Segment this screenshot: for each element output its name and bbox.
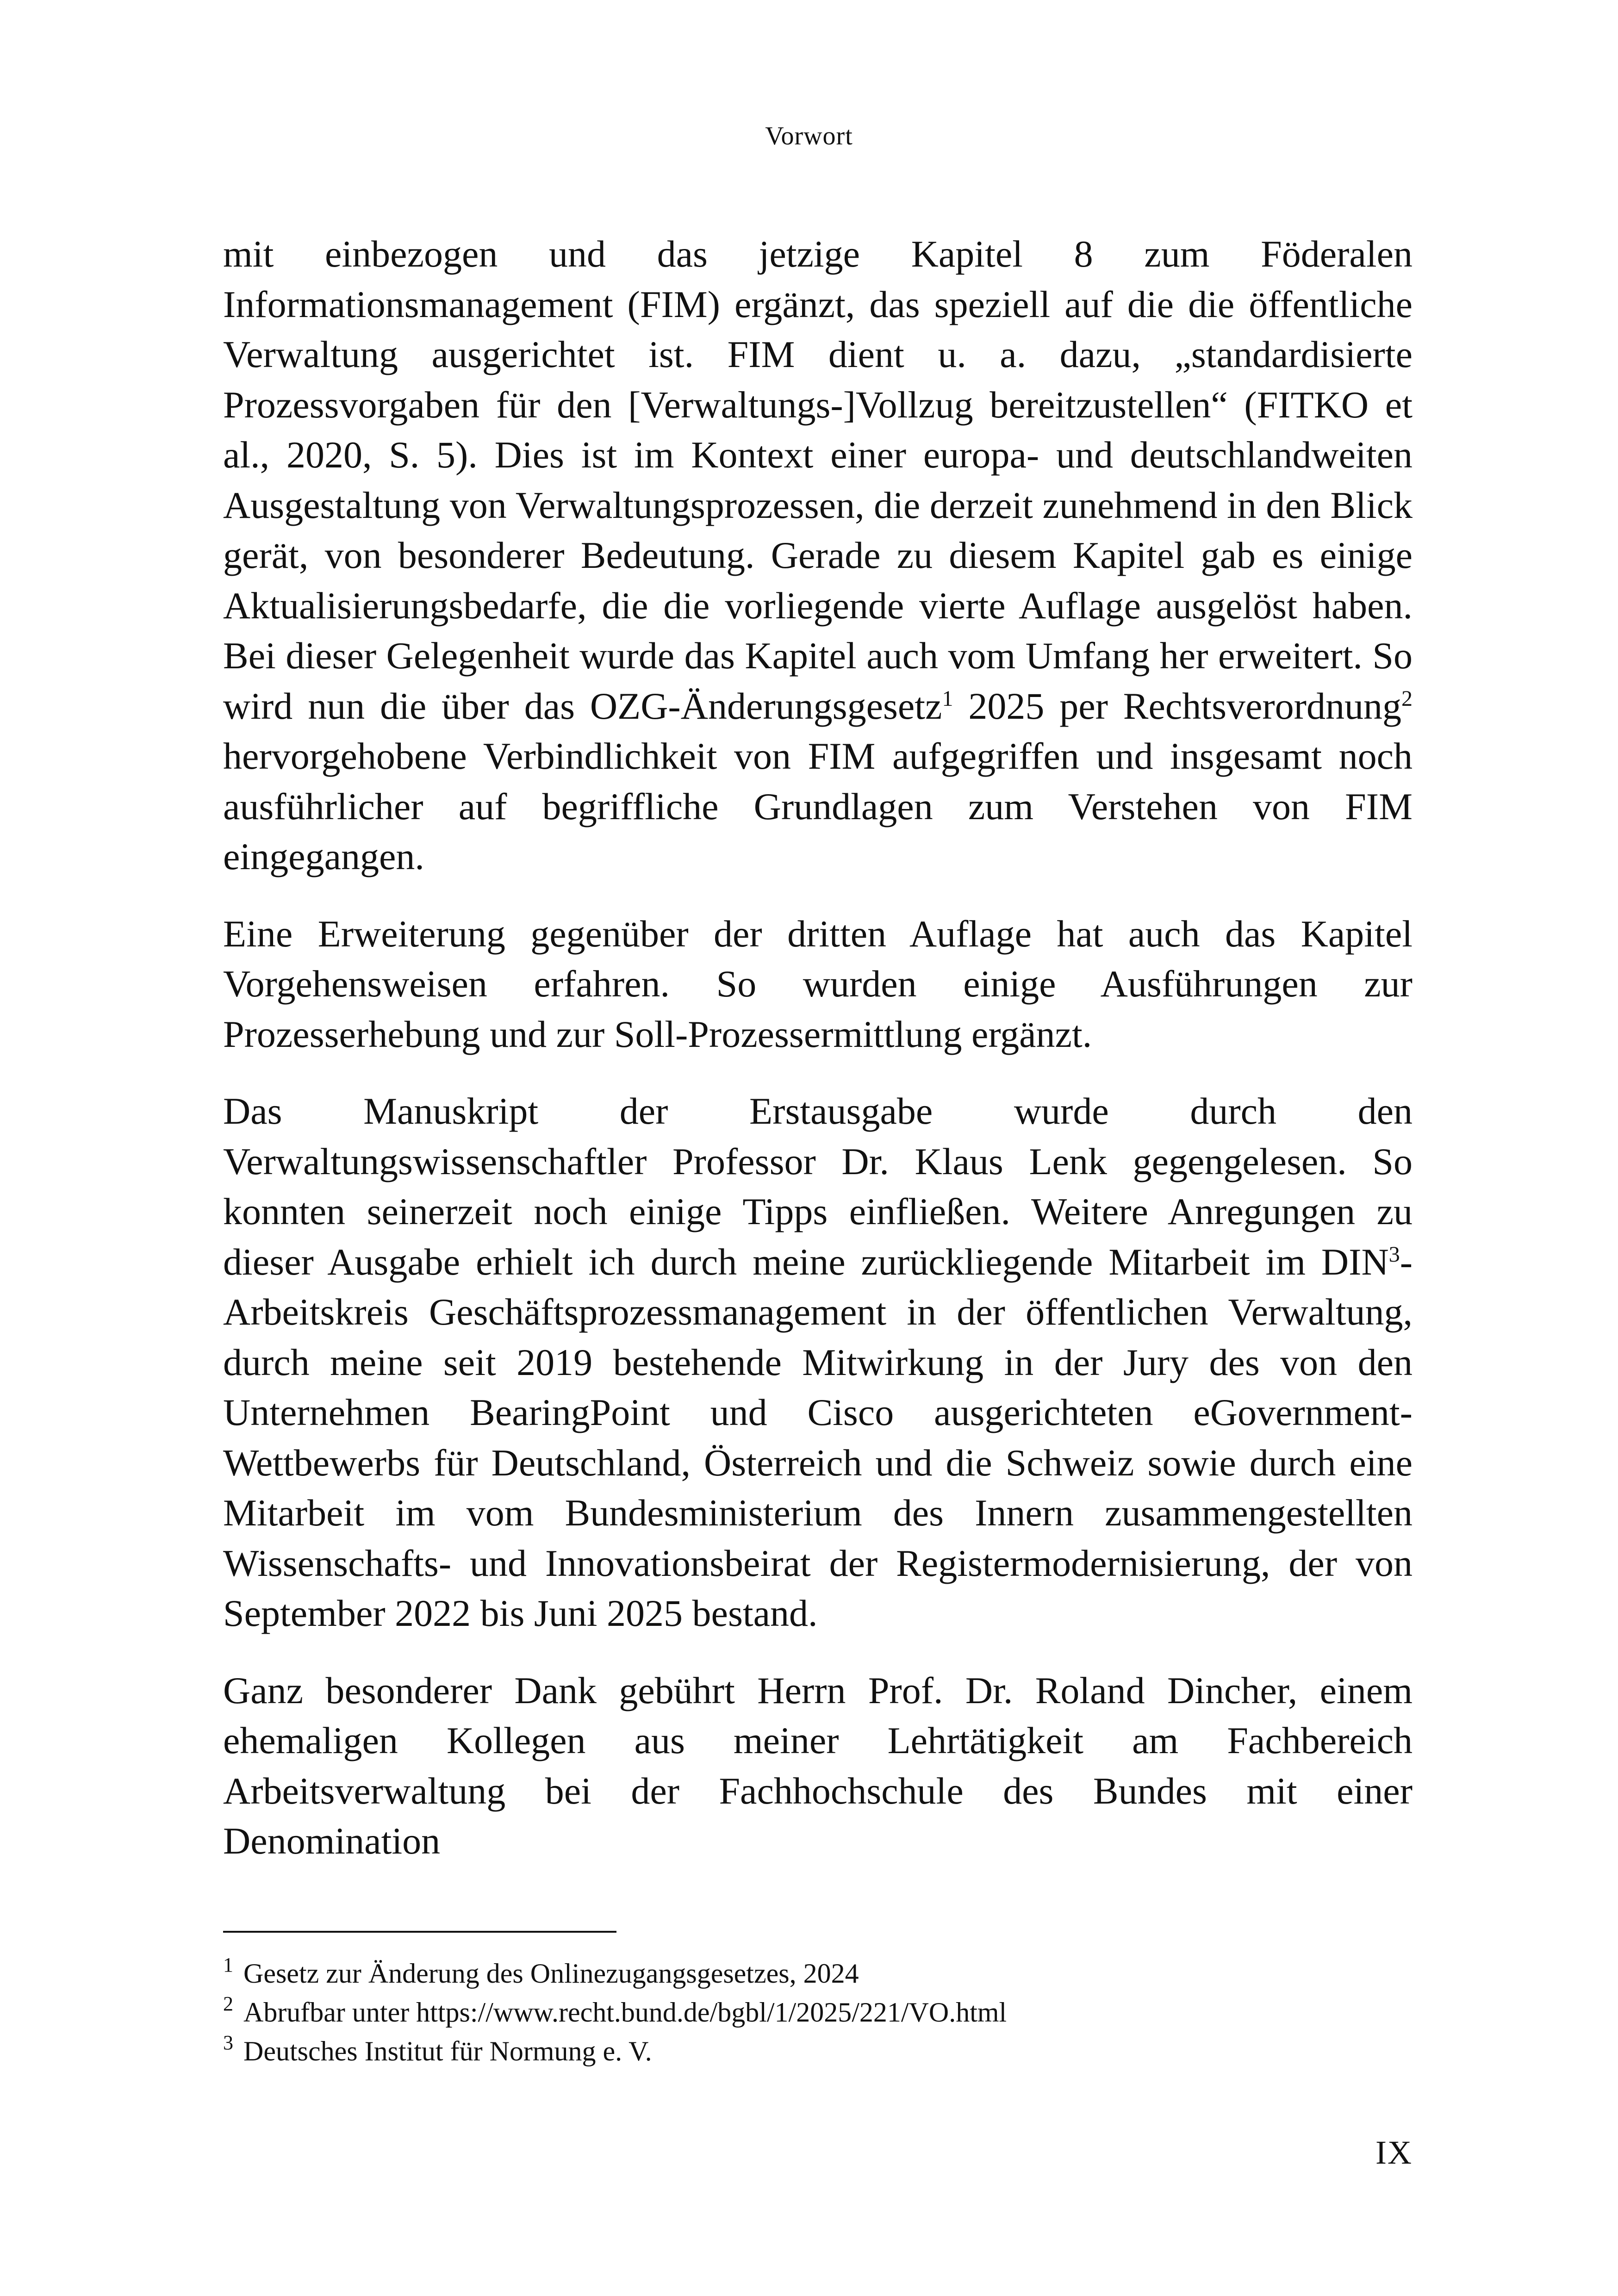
footnote-ref-2: 2 bbox=[1401, 686, 1413, 711]
footnote-ref-1: 1 bbox=[942, 686, 953, 711]
footnote-text-3: Deutsches Institut für Normung e. V. bbox=[243, 2036, 652, 2066]
paragraph-1-part-2: 2025 per Rechtsverordnung bbox=[953, 684, 1401, 727]
footnote-number-2: 2 bbox=[223, 1992, 233, 2015]
paragraph-3-part-2: -Arbeitskreis Geschäftsprozessmanagement in der öffentlichen Verwaltung, durch meine seit 2019 bestehende Mitwirkung in der Jury des von den Unternehmen BearingPoint und Cisco ausgerichteten eGovernment-Wettbewerbs für Deutschland, Österreich und die Schweiz sowie durch eine Mitarbeit im vom Bundesministerium des Innern zusammengestellten Wissenschafts- und Innovationsbeirat der Registermodernisierung, der von September 2022 bis Juni 2025 bestand. bbox=[223, 1240, 1413, 1634]
paragraph-1-part-1: mit einbezogen und das jetzige Kapitel 8 zum Föderalen Informationsmanagement (FIM) ergänzt, das speziell auf die die öffentliche Verwaltung ausgerichtet ist. FIM dient u. a. dazu, „standardisierte Prozessvorgaben für den [Verwaltungs-]Vollzug bereitzustellen“ (FITKO et al., 2020, S. 5). Dies ist im Kontext einer europa- und deutschlandweiten Ausgestaltung von Verwaltungsprozessen, die derzeit zunehmend in den Blick gerät, von besonderer Bedeutung. Gerade zu diesem Kapitel gab es einige Aktualisierungsbedarfe, die die vorliegende vierte Auflage ausgelöst haben. Bei dieser Gelegenheit wurde das Kapitel auch vom Umfang her erweitert. So wird nun die über das OZG-Änderungsgesetz bbox=[223, 233, 1413, 727]
paragraph-2: Eine Erweiterung gegenüber der dritten Auflage hat auch das Kapitel Vorgehensweisen erfahren. So wurden einige Ausführungen zur Prozesserhebung und zur Soll-Prozessermittlung ergänzt. bbox=[223, 912, 1413, 1055]
footnote-number-3: 3 bbox=[223, 2031, 233, 2054]
footnote-number-1: 1 bbox=[223, 1954, 233, 1976]
page-number: IX bbox=[1375, 2134, 1413, 2171]
running-head: Vorwort bbox=[765, 122, 853, 150]
paragraph-1 bbox=[223, 229, 1413, 882]
footnote-text-1: Gesetz zur Änderung des Onlinezugangsgesetzes, 2024 bbox=[243, 1958, 859, 1989]
footnote-1 bbox=[223, 1954, 1413, 1993]
paragraph-4: Ganz besonderer Dank gebührt Herrn Prof. Dr. Roland Dincher, einem ehemaligen Kollegen aus meiner Lehrtätigkeit am Fachbereich Arbeitsverwaltung bei der Fachhochschule des Bundes mit einer Denomination bbox=[223, 1669, 1413, 1862]
footnote-3 bbox=[223, 2032, 1413, 2071]
paragraph-3-part-1: Das Manuskript der Erstausgabe wurde durch den Verwaltungswissenschaftler Professor Dr. Klaus Lenk gegengelesen. So konnten seinerzeit noch einige Tipps einfließen. Weitere Anregungen zu dieser Ausgabe erhielt ich durch meine zurückliegende Mitarbeit im DIN bbox=[223, 1090, 1413, 1283]
paragraph-3 bbox=[223, 1086, 1413, 1639]
footnote-2 bbox=[223, 1993, 1413, 2032]
footnote-separator bbox=[223, 1931, 616, 1933]
body-text bbox=[223, 229, 1413, 1893]
footnotes bbox=[223, 1954, 1413, 2071]
paragraph-1-part-3: hervorgehobene Verbindlichkeit von FIM aufgegriffen und insgesamt noch ausführlicher auf begriffliche Grundlagen zum Verstehen von FIM eingegangen. bbox=[223, 735, 1413, 877]
footnote-text-2: Abrufbar unter https://www.recht.bund.de/bgbl/1/2025/221/VO.html bbox=[243, 1997, 1007, 2028]
footnote-ref-3: 3 bbox=[1388, 1242, 1400, 1267]
